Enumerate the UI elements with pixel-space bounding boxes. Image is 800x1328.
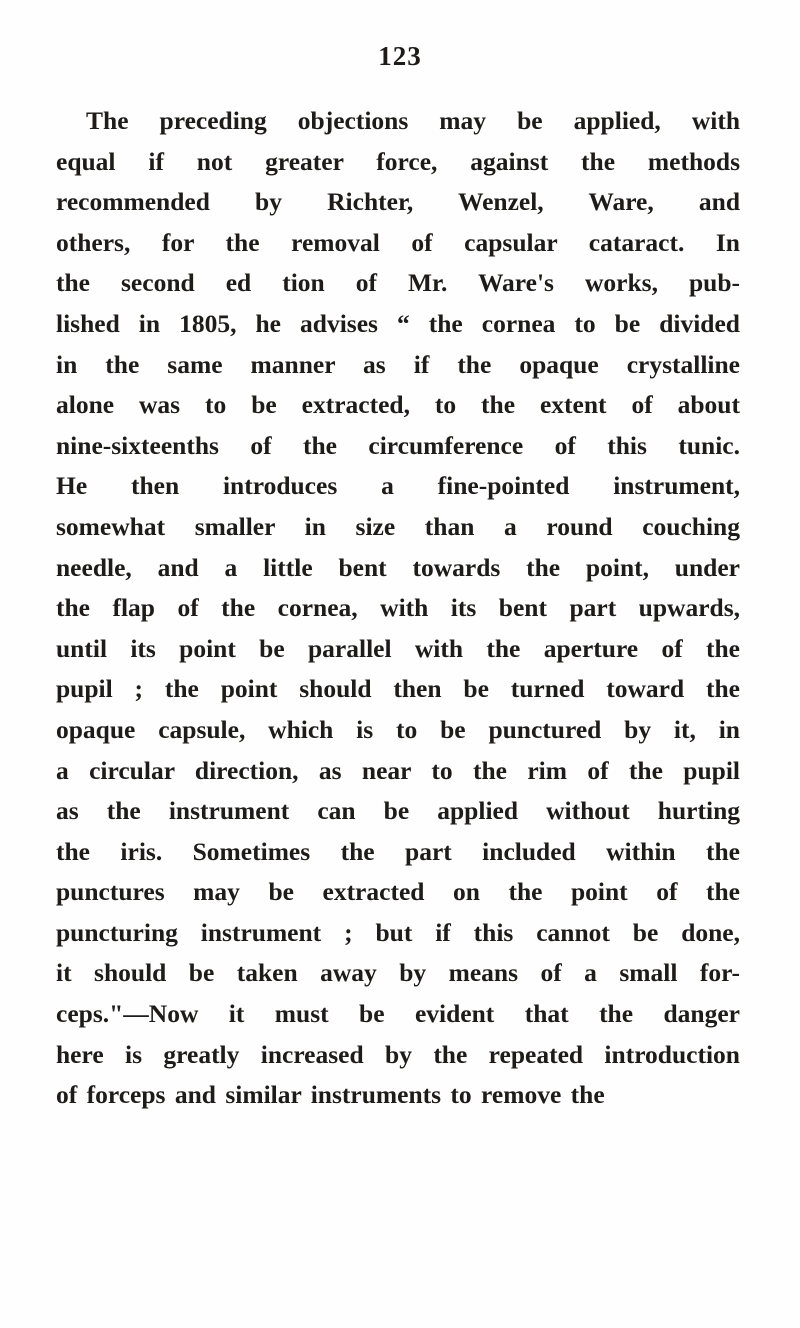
text-line: until its point be parallel with the aperture of the — [56, 633, 740, 663]
text-line: alone was to be extracted, to the extent of about — [56, 390, 740, 420]
text-line: The preceding objections may be applied, with — [86, 106, 740, 135]
text-line: punctures may be extracted on the point of the — [56, 877, 740, 907]
text-line: opaque capsule, which is to be punctured by it, in — [56, 714, 740, 744]
text-line: it should be taken away by means of a small for- — [56, 958, 740, 988]
text-line: a circular direction, as near to the rim of the pupil — [56, 755, 740, 785]
text-line: others, for the removal of capsular cataract. In — [56, 227, 740, 257]
text-line: the flap of the cornea, with its bent part upwards, — [56, 593, 740, 623]
text-line: as the instrument can be applied without hurting — [56, 796, 740, 826]
text-line: the iris. Sometimes the part included within the — [56, 836, 740, 866]
page-number: 123 — [378, 41, 422, 71]
text-line: puncturing instrument ; but if this cannot be done, — [56, 917, 740, 947]
body-text — [56, 101, 740, 1116]
text-line: equal if not greater force, against the methods — [56, 146, 740, 176]
text-line: somewhat smaller in size than a round couching — [56, 511, 740, 541]
text-line: lished in 1805, he advises “ the cornea to be divided — [56, 308, 740, 338]
text-line: pupil ; the point should then be turned toward the — [56, 674, 740, 704]
text-line: ceps."—Now it must be evident that the danger — [56, 999, 740, 1029]
text-line: nine-sixteenths of the circumference of this tunic. — [56, 430, 740, 460]
text-line: He then introduces a fine-pointed instrument, — [56, 471, 740, 501]
text-line: here is greatly increased by the repeated introduction — [56, 1039, 740, 1069]
text-line: of forceps and similar instruments to remove the — [56, 1080, 605, 1110]
text-line: recommended by Richter, Wenzel, Ware, and — [56, 187, 740, 217]
text-line: needle, and a little bent towards the point, under — [56, 552, 740, 582]
text-line: the second ed tion of Mr. Ware's works, pub- — [56, 268, 740, 298]
text-line: in the same manner as if the opaque crystalline — [56, 349, 740, 379]
